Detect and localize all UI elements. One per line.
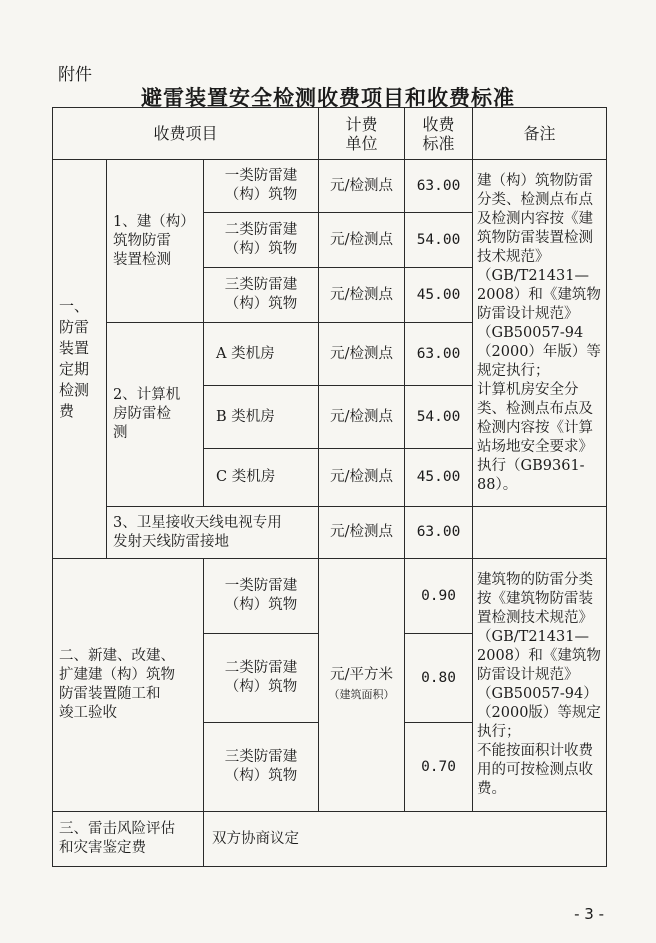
- g1-row3-price: 45.00: [405, 268, 473, 323]
- g1-row1-item: 一类防雷建 （构）筑物: [204, 160, 319, 213]
- row3-item: 3、卫星接收天线电视专用 发射天线防雷接地: [107, 507, 319, 559]
- section2-unit-main: 元/平方米: [330, 667, 393, 683]
- table-row: [53, 559, 607, 634]
- g1-row3-item: 三类防雷建 （构）筑物: [204, 268, 319, 323]
- s2-row2-item: 二类防雷建 （构）筑物: [204, 634, 319, 723]
- section2-note: 建筑物的防雷分类按《建筑物防雷装置检测技术规范》（GB/T21431—2008）和《建筑物防雷设计规范》（GB50057-94）（2000版）等规定执行； 不能按面积计收费用的可按检测点收费。: [473, 559, 607, 812]
- header-standard: 收费 标准: [405, 108, 473, 160]
- g1-row1-unit: 元/检测点: [319, 160, 405, 213]
- row3-price: 63.00: [405, 507, 473, 559]
- g2-row1-price: 63.00: [405, 323, 473, 386]
- header-item: 收费项目: [53, 108, 319, 160]
- g1-row1-price: 63.00: [405, 160, 473, 213]
- header-unit: 计费 单位: [319, 108, 405, 160]
- section2-label: 二、新建、改建、 扩建建（构）筑物 防雷装置随工和 竣工验收: [53, 559, 204, 812]
- table-header-row: [53, 108, 607, 160]
- row3-note-empty: [473, 507, 607, 559]
- page-number: - 3 -: [574, 905, 604, 923]
- header-note: 备注: [473, 108, 607, 160]
- g2-row3-item: C 类机房: [204, 449, 319, 507]
- table-row: [53, 507, 607, 559]
- g1-row2-item: 二类防雷建 （构）筑物: [204, 213, 319, 268]
- section3-label: 三、雷击风险评估 和灾害鉴定费: [53, 812, 204, 867]
- g2-row2-price: 54.00: [405, 386, 473, 449]
- g2-row1-item: A 类机房: [204, 323, 319, 386]
- s2-row1-price: 0.90: [405, 559, 473, 634]
- section1-label: 一、 防雷 装置 定期 检测 费: [53, 160, 107, 559]
- s2-row3-item: 三类防雷建 （构）筑物: [204, 723, 319, 812]
- table-row: [53, 812, 607, 867]
- g2-row1-unit: 元/检测点: [319, 323, 405, 386]
- document-title: 避雷装置安全检测收费项目和收费标准: [141, 85, 515, 110]
- g2-row2-item: B 类机房: [204, 386, 319, 449]
- fee-table: [52, 107, 607, 867]
- section2-unit: [319, 559, 405, 812]
- group2-label: 2、计算机 房防雷检 测: [107, 323, 204, 507]
- s2-row1-item: 一类防雷建 （构）筑物: [204, 559, 319, 634]
- section3-value: 双方协商议定: [204, 812, 607, 867]
- g1-row2-unit: 元/检测点: [319, 213, 405, 268]
- g2-row3-price: 45.00: [405, 449, 473, 507]
- s2-row3-price: 0.70: [405, 723, 473, 812]
- section1-note: 建（构）筑物防雷分类、检测点布点及检测内容按《建筑物防雷装置检测技术规范》（GB/T21431—2008）和《建筑物防雷设计规范》（GB50057-94（2000）年版）等规定执行； 计算机房安全分类、检测点布点及检测内容按《计算站场地安全要求》执行（GB9361-88）。: [473, 160, 607, 507]
- attachment-label: 附件: [58, 65, 92, 85]
- group1-label: 1、建（构） 筑物防雷 装置检测: [107, 160, 204, 323]
- g1-row3-unit: 元/检测点: [319, 268, 405, 323]
- s2-row2-price: 0.80: [405, 634, 473, 723]
- table-row: [53, 160, 607, 213]
- g2-row3-unit: 元/检测点: [319, 449, 405, 507]
- section2-unit-sub: （建筑面积）: [328, 688, 395, 701]
- row3-unit: 元/检测点: [319, 507, 405, 559]
- g1-row2-price: 54.00: [405, 213, 473, 268]
- g2-row2-unit: 元/检测点: [319, 386, 405, 449]
